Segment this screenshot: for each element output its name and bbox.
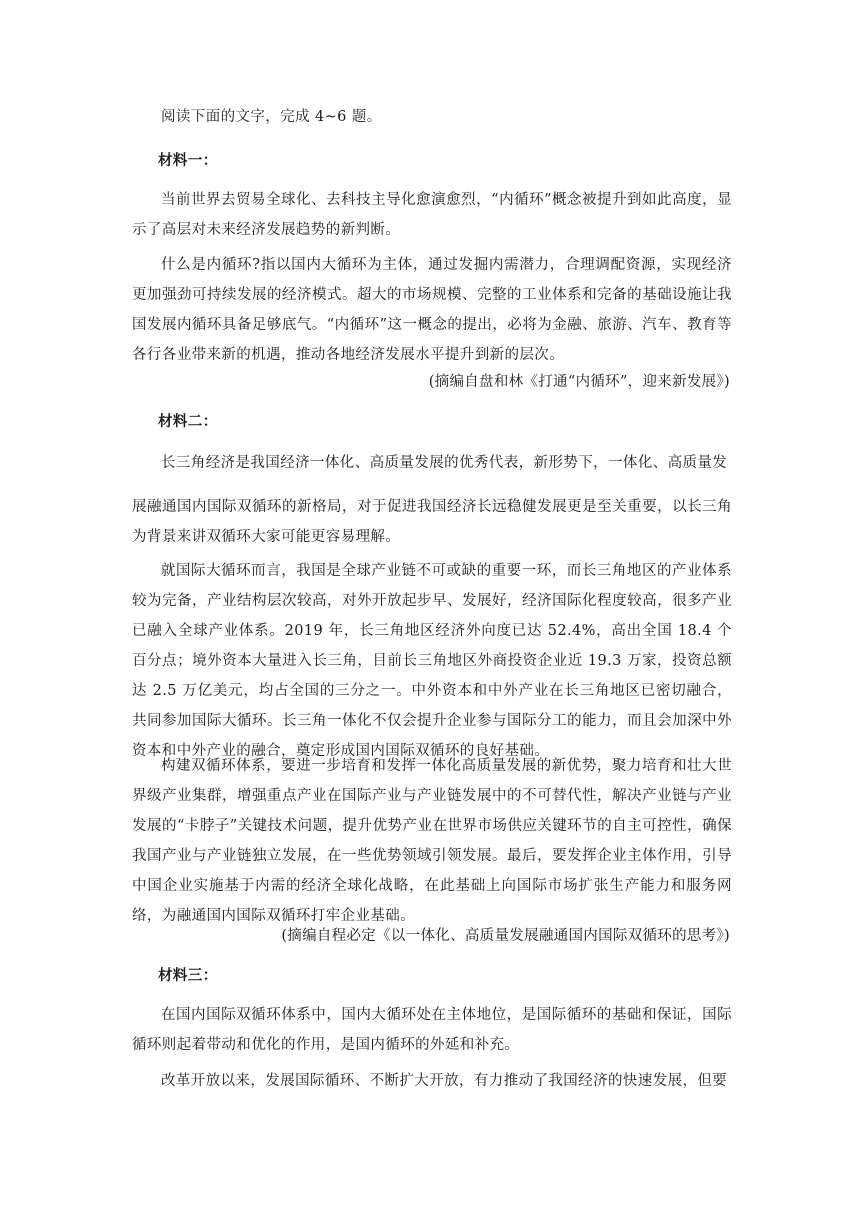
material-1-paragraph: 当前世界去贸易全球化、去科技主导化愈演愈烈，“内循环”概念被提升到如此高度，显示了高层对未来经济发展趋势的新判断。: [132, 192, 732, 238]
material-1-heading: 材料一：: [158, 153, 218, 169]
material-2-paragraph: 展融通国内国际双循环的新格局，对于促进我国经济长远稳健发展更是至关重要，以长三角为背景来讲双循环大家可能更容易理解。: [132, 499, 732, 545]
material-1-paragraph: 什么是内循环?指以国内大循环为主体，通过发掘内需潜力，合理调配资源，实现经济更加强劲可持续发展的经济模式。超大的市场规模、完整的工业体系和完备的基础设施让我国发展内循环具备足够底气。“内循环”这一概念的提出，必将为金融、旅游、汽车、教育等各行各业带来新的机遇，推动各地经济发展水平提升到新的层次。: [132, 257, 732, 363]
material-2-source: (摘编自程必定《以一体化、高质量发展融通国内国际双循环的思考》): [281, 928, 730, 944]
material-2-heading: 材料二：: [158, 414, 218, 430]
material-3-paragraph: 在国内国际双循环体系中，国内大循环处在主体地位，是国际循环的基础和保证，国际循环则起着带动和优化的作用，是国内循环的外延和补充。: [132, 1007, 732, 1053]
material-1-source: (摘编自盘和林《打通“内循环”，迎来新发展》): [428, 374, 730, 390]
material-2-paragraph: 构建双循环体系，要进一步培育和发挥一体化高质量发展的新优势，聚力培育和壮大世界级产业集群，增强重点产业在国际产业与产业链发展中的不可替代性，解决产业链与产业发展的“卡脖子”关键技术问题，提升优势产业在世界市场供应关键环节的自主可控性，确保我国产业与产业链独立发展，在一些优势领域引领发展。最后，要发挥企业主体作用，引导中国企业实施基于内需的经济全球化战略，在此基础上向国际市场扩张生产能力和服务网络，为融通国内国际双循环打牢企业基础。: [132, 758, 732, 924]
material-3-paragraph: 改革开放以来，发展国际循环、不断扩大开放，有力推动了我国经济的快速发展，但要: [161, 1073, 728, 1089]
material-2-paragraph: 就国际大循环而言，我国是全球产业链不可或缺的重要一环，而长三角地区的产业体系较为完备，产业结构层次较高，对外开放起步早、发展好，经济国际化程度较高，很多产业已融入全球产业体系。2019 年，长三角地区经济外向度已达 52.4%，高出全国 18.4 个百分点；境外资本大量进入长三角，目前长三角地区外商投资企业近 19.3 万家，投资总额达 2.5 万亿美元，均占全国的三分之一。中外资本和中外产业在长三角地区已密切融合，共同参加国际大循环。长三角一体化不仅会提升企业参与国际分工的能力，而且会加深中外资本和中外产业的融合，奠定形成国内国际双循环的良好基础。: [132, 563, 732, 759]
material-3-heading: 材料三：: [158, 968, 218, 984]
material-2-paragraph: 长三角经济是我国经济一体化、高质量发展的优秀代表，新形势下，一体化、高质量发: [161, 455, 728, 471]
instruction-text: 阅读下面的文字，完成 4~6 题。: [161, 109, 382, 125]
